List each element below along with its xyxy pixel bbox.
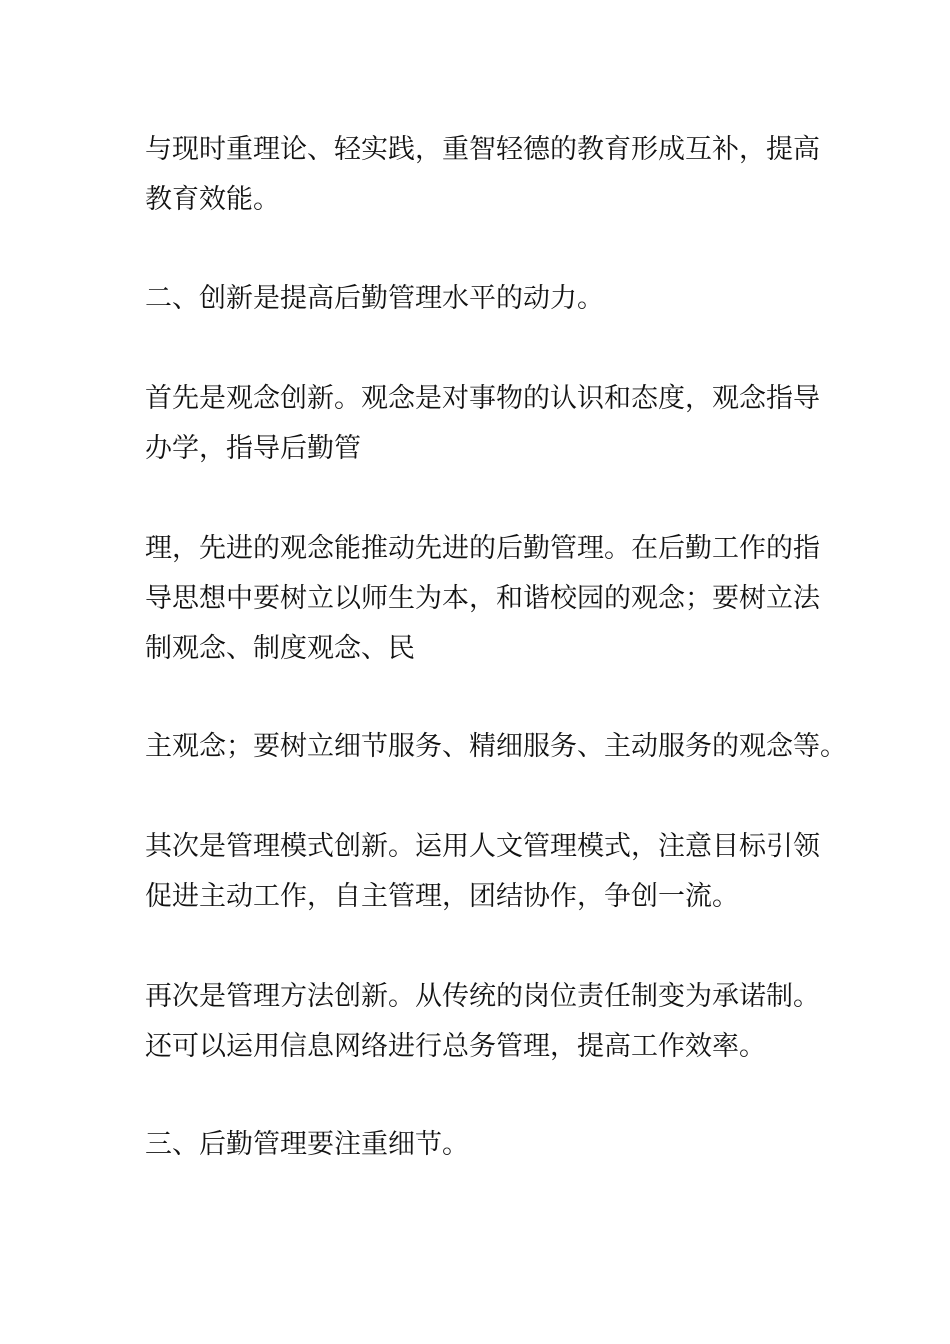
paragraph-concept-innovation (145, 374, 820, 474)
paragraph-management-model (145, 822, 820, 922)
paragraph-democratic-concept (145, 722, 847, 772)
text-line: 制观念、制度观念、民 (145, 633, 415, 664)
text-line: 促进主动工作，自主管理，团结协作，争创一流。 (145, 881, 739, 912)
paragraph-advanced-concepts (145, 524, 820, 674)
text-line: 其次是管理模式创新。运用人文管理模式，注意目标引领 (145, 831, 820, 862)
text-line: 首先是观念创新。观念是对事物的认识和态度，观念指导 (145, 383, 820, 414)
text-line: 与现时重理论、轻实践，重智轻德的教育形成互补，提高 (145, 134, 820, 165)
section-heading-innovation (145, 274, 815, 324)
text-line: 办学，指导后勤管 (145, 433, 361, 464)
text-line: 教育效能。 (145, 184, 280, 215)
text-line: 二、创新是提高后勤管理水平的动力。 (145, 283, 604, 314)
section-heading-details (145, 1120, 815, 1170)
paragraph-education-efficiency (145, 125, 820, 225)
text-line: 三、后勤管理要注重细节。 (145, 1129, 469, 1160)
text-line: 导思想中要树立以师生为本，和谐校园的观念；要树立法 (145, 583, 820, 614)
text-line: 理，先进的观念能推动先进的后勤管理。在后勤工作的指 (145, 533, 820, 564)
text-line: 再次是管理方法创新。从传统的岗位责任制变为承诺制。 (145, 981, 820, 1012)
text-line: 主观念；要树立细节服务、精细服务、主动服务的观念等。 (145, 731, 847, 762)
text-line: 还可以运用信息网络进行总务管理，提高工作效率。 (145, 1031, 766, 1062)
paragraph-management-method (145, 972, 820, 1072)
